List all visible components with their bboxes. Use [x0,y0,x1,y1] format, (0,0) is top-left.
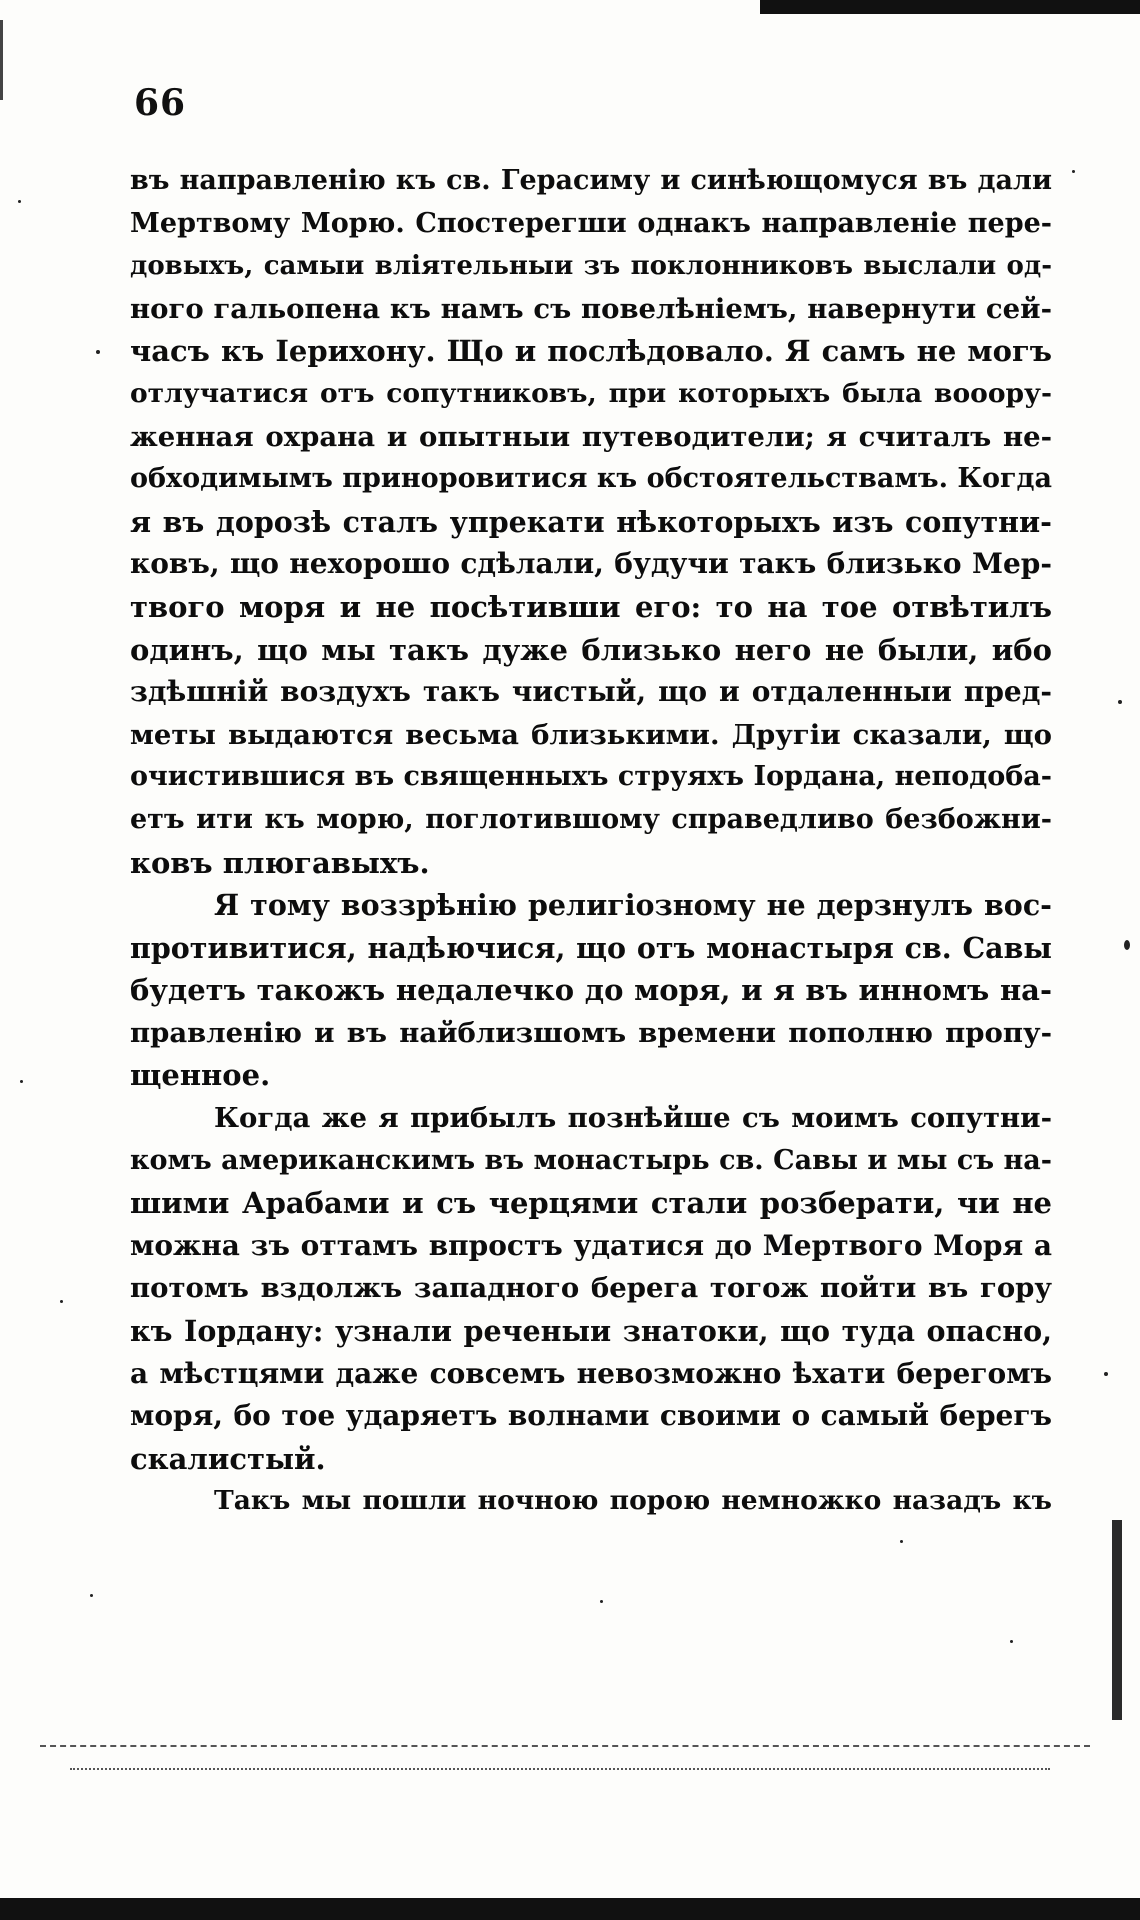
text-line: довыхъ, самыи влiятельныи зъ поклонниковъ выслали од- [130,251,1052,282]
text-line: здѣшній воздухъ такъ чистый, що и отдаленныи пред- [130,675,1052,709]
text-line: женная охрана и опытныи путеводители; я считалъ не- [130,420,1052,453]
text-line: противитися, надѣючися, що отъ монастыря св. Савы [130,930,1052,965]
page-number: 66 [134,82,187,124]
paragraph-start: Я тому воззрѣнію религіозному не дерзнулъ вос- [214,888,1052,923]
text-line: къ Іордану: узнали реченыи знатоки, що туда опасно, [130,1314,1052,1349]
text-line: потомъ вздолжъ западного берега тогож пойти въ гору [130,1272,1052,1305]
text-line: скалистый. [130,1441,326,1476]
text-line: часъ къ Іерихону. Що и послѣдовало. Я самъ не могъ [130,334,1052,369]
paragraph-start: Когда же я прибылъ познѣйше съ моимъ сопутни- [214,1102,1052,1135]
body-text [130,160,1052,1523]
paragraph-start: Такъ мы пошли ночною порою немножко назадъ къ [214,1485,1052,1517]
text-line: ковъ, що нехорошо сдѣлали, будучи такъ близько Мер- [130,547,1052,581]
text-line: въ направленію къ св. Герасиму и синѣющомуся въ дали [130,165,1052,196]
text-line: одинъ, що мы такъ дуже близько него не были, ибо [130,632,1052,667]
text-line: ного гальопена къ намъ съ повелѣніемъ, навернути сей- [130,292,1052,325]
scan-edge-left [0,20,3,100]
text-line: Мертвому Морю. Спостерегши однакъ направленіе пере- [130,207,1052,239]
text-line: обходимымъ приноровитися къ обстоятельствамъ. Когда [130,463,1052,495]
text-line: а мѣстцями даже совсемъ невозможно ѣхати берегомъ [130,1356,1052,1390]
scan-artifact-line [40,1745,1090,1747]
text-line: щенное. [130,1058,271,1093]
text-line: будетъ такожъ недалечко до моря, и я въ инномъ на- [130,973,1052,1008]
text-line: правленію и въ найблизшомъ времени пополню пропу- [130,1016,1052,1049]
text-line: отлучатися отъ сопутниковъ, при которыхъ была вооору- [130,377,1052,409]
text-line: твого моря и не посѣтивши его: то на тое отвѣтилъ [130,589,1052,624]
text-line: шими Арабами и съ черцями стали розберати, чи не [130,1186,1052,1221]
text-line: можна зъ оттамъ впростъ удатися до Мертвого Моря а [130,1228,1052,1262]
scan-edge-right [1112,1520,1122,1720]
text-line: моря, бо тое ударяетъ волнами своими о самый берегъ [130,1399,1052,1433]
text-line: ковъ плюгавыхъ. [130,845,430,880]
text-line: комъ американскимъ въ монастырь св. Савы и мы съ на- [130,1144,1052,1176]
text-line: етъ ити къ морю, поглотившому справедливо безбожни- [130,803,1052,835]
scan-artifact-line [70,1768,1050,1770]
text-line: очистившися въ священныхъ струяхъ Іордана, неподоба- [130,761,1052,793]
text-line: я въ дорозѣ сталъ упрекати нѣкоторыхъ изъ сопутни- [130,504,1052,539]
text-line: меты выдаются весьма близькими. Другіи сказали, що [130,718,1052,751]
scan-edge-bottom [0,1898,1140,1920]
scan-edge-top [760,0,1140,14]
